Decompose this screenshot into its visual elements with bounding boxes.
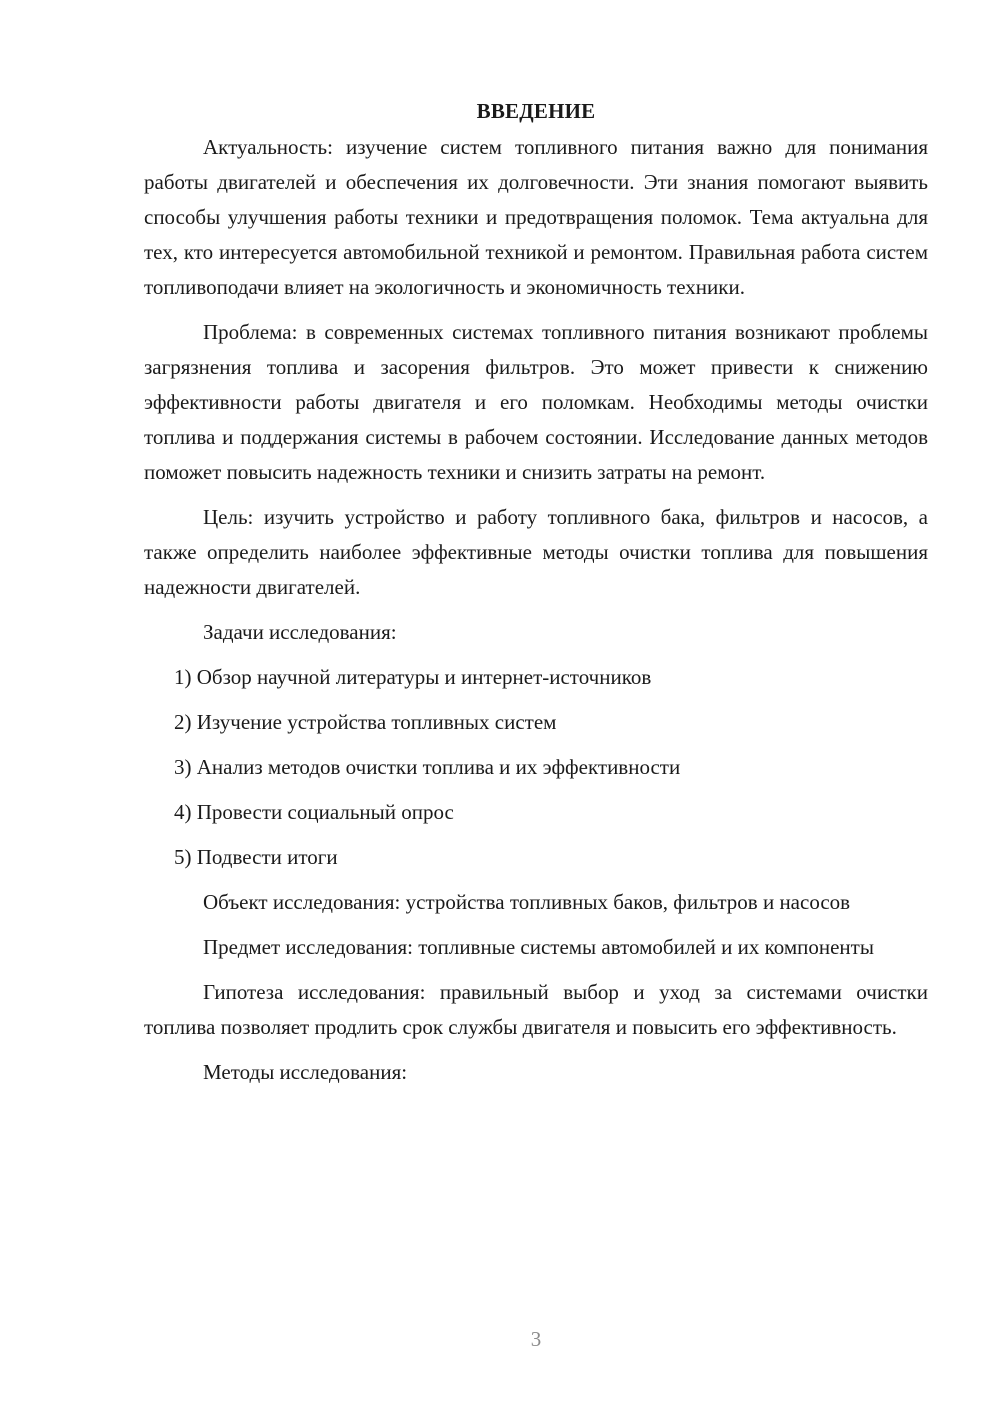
task-item: 1) Обзор научной литературы и интернет-источников — [174, 665, 652, 689]
methods-heading: Методы исследования: — [203, 1060, 408, 1084]
task-item: 5) Подвести итоги — [174, 845, 338, 869]
paragraph-problem: Проблема: в современных системах топливного питания возникают проблемы загрязнения топлива и засорения фильтров. Это может привести к снижению эффективности работы двигателя и его поломкам. Необходимы методы очистки топлива и поддержания системы в рабочем состоянии. Исследование данных методов поможет повысить надежность техники и снизить затраты на ремонт. — [144, 320, 928, 484]
paragraph-object: Объект исследования: устройства топливных баков, фильтров и насосов — [203, 890, 851, 914]
page-title: ВВЕДЕНИЕ — [476, 99, 596, 123]
paragraph-subject: Предмет исследования: топливные системы автомобилей и их компоненты — [203, 935, 874, 959]
task-item: 4) Провести социальный опрос — [174, 800, 454, 824]
page-number: 3 — [530, 1327, 542, 1351]
tasks-list — [144, 660, 928, 875]
paragraph-goal: Цель: изучить устройство и работу топливного бака, фильтров и насосов, а также определить наиболее эффективные методы очистки топлива для повышения надежности двигателей. — [144, 505, 928, 599]
task-item: 2) Изучение устройства топливных систем — [174, 710, 557, 734]
task-item: 3) Анализ методов очистки топлива и их эффективности — [174, 755, 681, 779]
document-page — [144, 96, 928, 1100]
paragraph-hypothesis: Гипотеза исследования: правильный выбор и уход за системами очистки топлива позволяет продлить срок службы двигателя и повысить его эффективность. — [144, 980, 928, 1039]
paragraph-relevance: Актуальность: изучение систем топливного питания важно для понимания работы двигателей и обеспечения их долговечности. Эти знания помогают выявить способы улучшения работы техники и предотвращения поломок. Тема актуальна для тех, кто интересуется автомобильной техникой и ремонтом. Правильная работа систем топливоподачи влияет на экологичность и экономичность техники. — [144, 135, 928, 299]
tasks-heading: Задачи исследования: — [203, 620, 397, 644]
